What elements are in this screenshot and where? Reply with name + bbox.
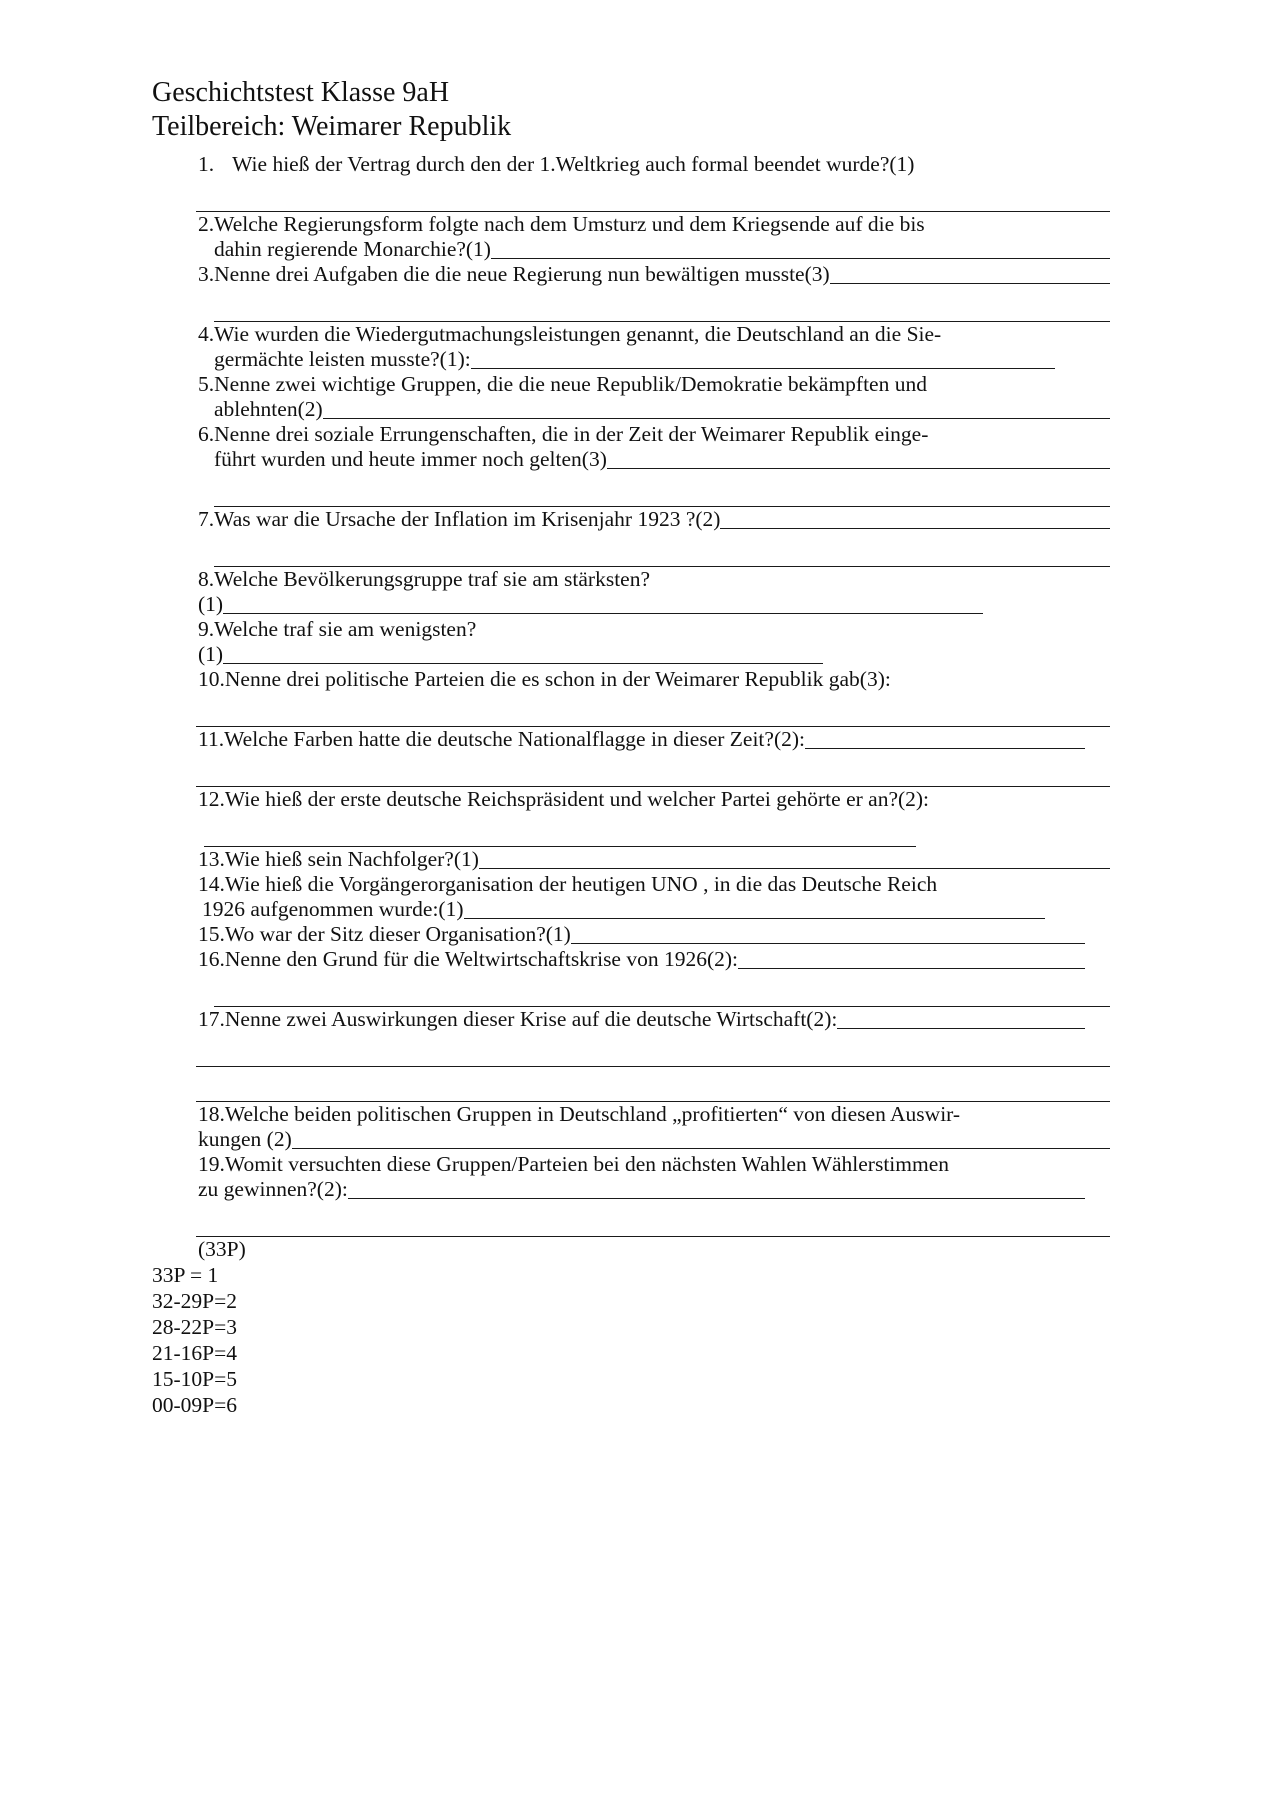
answer-blank-q13 bbox=[479, 847, 1110, 869]
answer-blank-q18 bbox=[292, 1127, 1110, 1149]
answer-line-q17-a bbox=[196, 1042, 1110, 1067]
grade-scale-row-1: 33P = 1 bbox=[152, 1263, 219, 1287]
grade-scale-row-6: 00-09P=6 bbox=[152, 1393, 237, 1417]
question-17 bbox=[152, 1007, 1110, 1032]
document-subtitle: Teilbereich: Weimarer Republik bbox=[152, 111, 512, 142]
answer-blank-q16 bbox=[738, 947, 1085, 969]
question-4-line-1: 4.Wie wurden die Wiedergutmachungsleistungen genannt, die Deutschland an die Sie- bbox=[198, 322, 942, 346]
question-9-line-1: 9.Welche traf sie am wenigsten? bbox=[198, 617, 477, 641]
test-document bbox=[152, 0, 1110, 1418]
question-5-line-2 bbox=[152, 397, 1110, 422]
answer-line-q1 bbox=[196, 187, 1110, 212]
answer-blank-q4 bbox=[471, 347, 1055, 369]
question-19-line-1: 19.Womit versuchten diese Gruppen/Parteien bei den nächsten Wahlen Wählerstimmen bbox=[198, 1152, 950, 1176]
question-15 bbox=[152, 922, 1110, 947]
question-13-text: 13.Wie hieß sein Nachfolger?(1) bbox=[198, 847, 479, 871]
question-6-line-2 bbox=[152, 447, 1110, 472]
answer-line-q16 bbox=[214, 982, 1110, 1007]
answer-line-q3 bbox=[214, 297, 1110, 322]
question-6-text: führt wurden und heute immer noch gelten(3) bbox=[214, 447, 607, 471]
question-3-text: 3.Nenne drei Aufgaben die die neue Regierung nun bewältigen musste(3) bbox=[198, 262, 830, 286]
question-list bbox=[152, 152, 1110, 1418]
answer-line-q19 bbox=[196, 1212, 1110, 1237]
points-total: (33P) bbox=[198, 1237, 246, 1261]
answer-blank-q8 bbox=[223, 592, 983, 614]
question-12: 12.Wie hieß der erste deutsche Reichspräsident und welcher Partei gehörte er an?(2): bbox=[198, 787, 930, 811]
question-7-text: 7.Was war die Ursache der Inflation im Krisenjahr 1923 ?(2) bbox=[198, 507, 721, 531]
answer-blank-q14 bbox=[464, 897, 1045, 919]
grade-scale-row-5: 15-10P=5 bbox=[152, 1367, 237, 1391]
question-13 bbox=[152, 847, 1110, 872]
question-10: 10.Nenne drei politische Parteien die es schon in der Weimarer Republik gab(3): bbox=[198, 667, 891, 691]
answer-line-q12 bbox=[204, 822, 916, 847]
question-9-points: (1) bbox=[198, 642, 224, 666]
question-7 bbox=[152, 507, 1110, 532]
question-4-line-2 bbox=[152, 347, 1110, 372]
answer-blank-q15 bbox=[571, 922, 1085, 944]
answer-line-q10 bbox=[196, 702, 1110, 727]
question-2-line-1: 2.Welche Regierungsform folgte nach dem Umsturz und dem Kriegsende auf die bis bbox=[198, 212, 925, 236]
grade-scale-row-4: 21-16P=4 bbox=[152, 1341, 237, 1365]
question-3 bbox=[152, 262, 1110, 287]
question-19-text: zu gewinnen?(2): bbox=[198, 1177, 348, 1201]
question-17-text: 17.Nenne zwei Auswirkungen dieser Krise auf die deutsche Wirtschaft(2): bbox=[198, 1007, 838, 1031]
answer-line-q6 bbox=[214, 482, 1110, 507]
question-1 bbox=[152, 152, 1110, 177]
question-19-line-2 bbox=[152, 1177, 1110, 1202]
question-8-line-1: 8.Welche Bevölkerungsgruppe traf sie am stärksten? bbox=[198, 567, 651, 591]
question-1-number: 1. bbox=[198, 152, 215, 176]
question-8-line-2 bbox=[152, 592, 1110, 617]
question-11 bbox=[152, 727, 1110, 752]
answer-blank-q9 bbox=[223, 642, 823, 664]
question-15-text: 15.Wo war der Sitz dieser Organisation?(1) bbox=[198, 922, 571, 946]
question-16-text: 16.Nenne den Grund für die Weltwirtschaftskrise von 1926(2): bbox=[198, 947, 739, 971]
question-2-text: dahin regierende Monarchie?(1) bbox=[214, 237, 491, 261]
question-14-line-2 bbox=[152, 897, 1110, 922]
question-4-text: germächte leisten musste?(1): bbox=[214, 347, 471, 371]
question-2-line-2 bbox=[152, 237, 1110, 262]
question-16 bbox=[152, 947, 1110, 972]
grade-scale-row-2: 32-29P=2 bbox=[152, 1289, 237, 1313]
answer-blank-q5 bbox=[323, 397, 1110, 419]
answer-blank-q19 bbox=[348, 1177, 1085, 1199]
question-9-line-2 bbox=[152, 642, 1110, 667]
grade-scale-row-3: 28-22P=3 bbox=[152, 1315, 237, 1339]
document-title: Geschichtstest Klasse 9aH bbox=[152, 77, 450, 108]
answer-blank-q7 bbox=[720, 507, 1110, 529]
question-11-text: 11.Welche Farben hatte die deutsche Nationalflagge in dieser Zeit?(2): bbox=[198, 727, 805, 751]
answer-blank-q11 bbox=[805, 727, 1085, 749]
question-14-text: 1926 aufgenommen wurde:(1) bbox=[202, 897, 464, 921]
question-8-points: (1) bbox=[198, 592, 224, 616]
question-5-line-1: 5.Nenne zwei wichtige Gruppen, die die neue Republik/Demokratie bekämpften und bbox=[198, 372, 927, 396]
question-18-text: kungen (2) bbox=[198, 1127, 292, 1151]
answer-line-q11 bbox=[196, 762, 1110, 787]
question-14-line-1: 14.Wie hieß die Vorgängerorganisation der heutigen UNO , in die das Deutsche Reich bbox=[198, 872, 938, 896]
answer-blank-q3 bbox=[830, 262, 1110, 284]
question-1-text: Wie hieß der Vertrag durch den der 1.Weltkrieg auch formal beendet wurde?(1) bbox=[232, 152, 915, 176]
question-18-line-1: 18.Welche beiden politischen Gruppen in Deutschland „profitierten“ von diesen Auswir- bbox=[198, 1102, 961, 1126]
question-6-line-1: 6.Nenne drei soziale Errungenschaften, die in der Zeit der Weimarer Republik einge- bbox=[198, 422, 929, 446]
answer-blank-q2 bbox=[491, 237, 1110, 259]
answer-blank-q17 bbox=[837, 1007, 1085, 1029]
question-5-text: ablehnten(2) bbox=[214, 397, 323, 421]
answer-blank-q6 bbox=[607, 447, 1110, 469]
question-18-line-2 bbox=[152, 1127, 1110, 1152]
answer-line-q17-b bbox=[196, 1077, 1110, 1102]
answer-line-q7 bbox=[214, 542, 1110, 567]
